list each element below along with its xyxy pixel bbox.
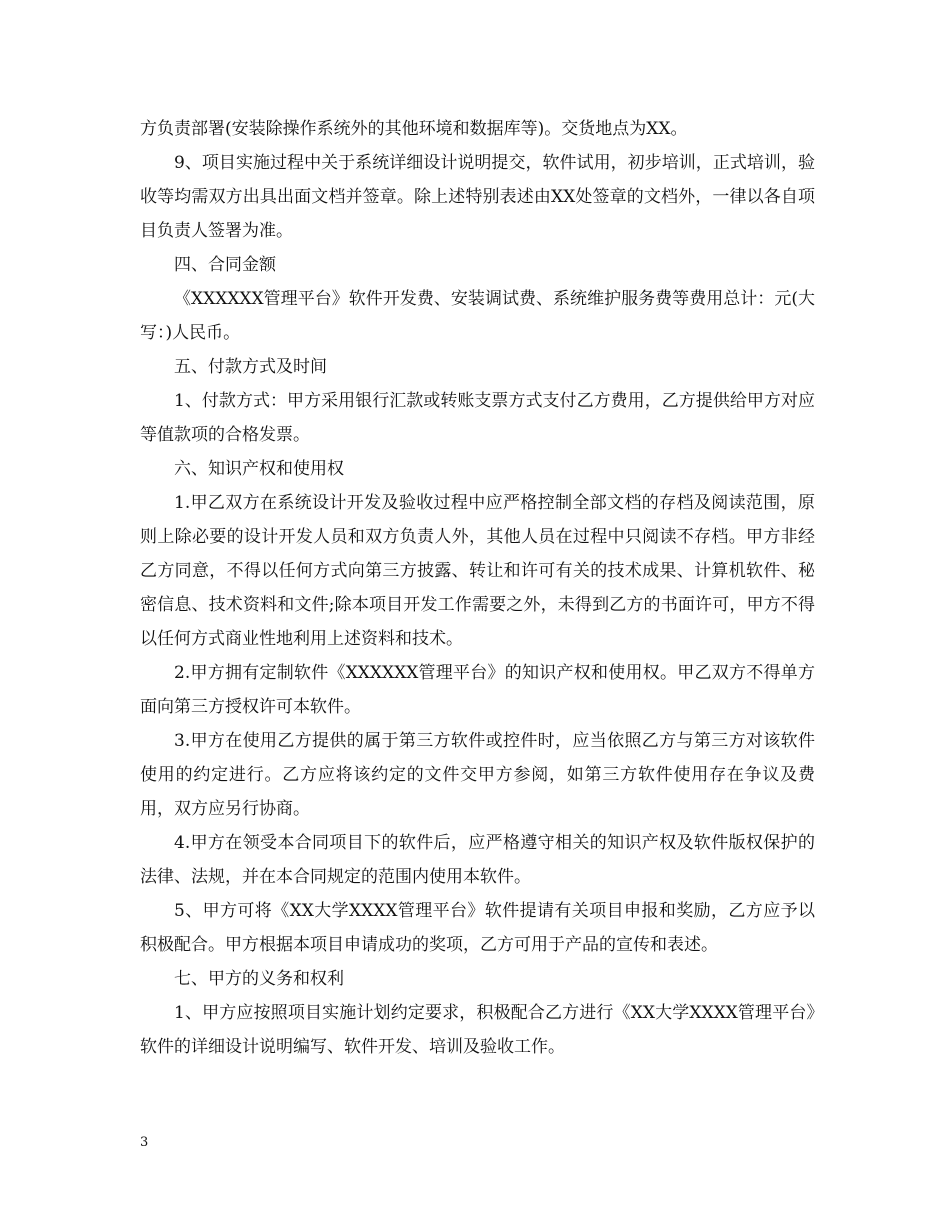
paragraph: 1、付款方式：甲方采用银行汇款或转账支票方式支付乙方费用，乙方提供给甲方对应等值款项的合格发票。	[140, 391, 815, 445]
section-heading: 六、知识产权和使用权	[174, 459, 344, 479]
paragraph: 2.甲方拥有定制软件《XXXXXX管理平台》的知识产权和使用权。甲乙双方不得单方面向第三方授权许可本软件。	[140, 663, 815, 717]
page-number: 3	[140, 1135, 149, 1150]
paragraph: 3.甲方在使用乙方提供的属于第三方软件或控件时，应当依照乙方与第三方对该软件使用的约定进行。乙方应将该约定的文件交甲方参阅，如第三方软件使用存在争议及费用，双方应另行协商。	[140, 731, 815, 819]
section-heading: 四、合同金额	[174, 255, 276, 275]
section-heading: 七、甲方的义务和权利	[174, 969, 344, 989]
paragraph: 4.甲方在领受本合同项目下的软件后，应严格遵守相关的知识产权及软件版权保护的法律、法规，并在本合同规定的范围内使用本软件。	[140, 833, 815, 887]
paragraph: 1、甲方应按照项目实施计划约定要求，积极配合乙方进行《XX大学XXXX管理平台》软件的详细设计说明编写、软件开发、培训及验收工作。	[140, 1003, 815, 1057]
paragraph: 方负责部署(安装除操作系统外的其他环境和数据库等)。交货地点为XX。	[140, 119, 688, 139]
paragraph: 《XXXXXX管理平台》软件开发费、安装调试费、系统维护服务费等费用总计：元(大写：)人民币。	[140, 289, 815, 343]
paragraph: 9、项目实施过程中关于系统详细设计说明提交，软件试用，初步培训，正式培训，验收等均需双方出具出面文档并签章。除上述特别表述由XX处签章的文档外，一律以各自项目负责人签署为准。	[140, 153, 815, 241]
section-heading: 五、付款方式及时间	[174, 357, 327, 377]
document-body	[140, 112, 815, 1064]
paragraph: 1.甲乙双方在系统设计开发及验收过程中应严格控制全部文档的存档及阅读范围，原则上除必要的设计开发人员和双方负责人外，其他人员在过程中只阅读不存档。甲方非经乙方同意，不得以任何方式向第三方披露、转让和许可有关的技术成果、计算机软件、秘密信息、技术资料和文件;除本项目开发工作需要之外，未得到乙方的书面许可，甲方不得以任何方式商业性地利用上述资料和技术。	[140, 493, 815, 649]
paragraph: 5、甲方可将《XX大学XXXX管理平台》软件提请有关项目申报和奖励，乙方应予以积极配合。甲方根据本项目申请成功的奖项，乙方可用于产品的宣传和表述。	[140, 901, 815, 955]
